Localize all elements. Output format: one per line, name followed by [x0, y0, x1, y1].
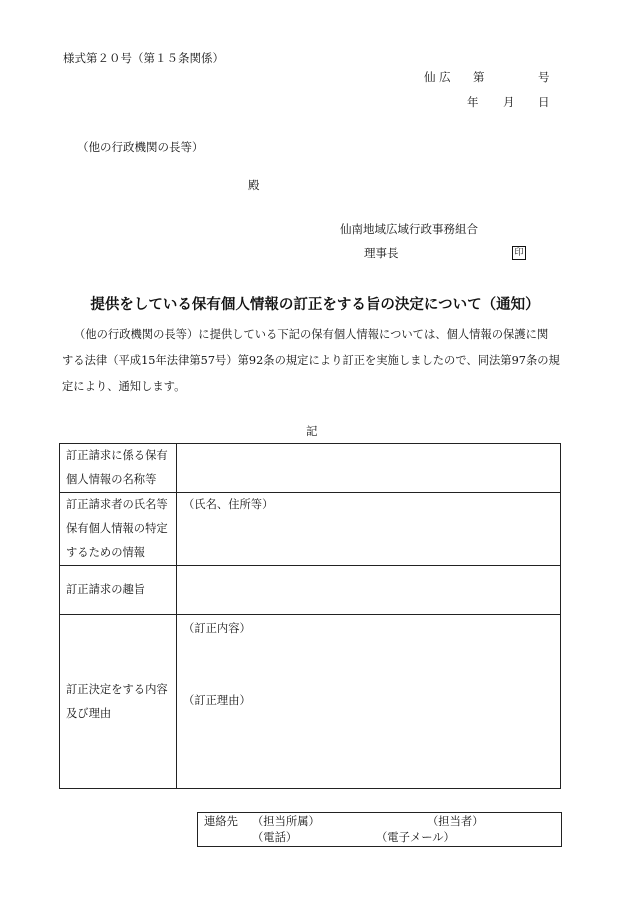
sender-organization: 仙南地域広域行政事務組合	[340, 222, 478, 236]
row2-label-line: 訂正請求者の氏名等	[66, 498, 168, 511]
seal-mark: 印	[512, 246, 526, 260]
row4-label-line: 及び理由	[66, 706, 112, 720]
form-number: 様式第２０号（第１５条関係）	[63, 51, 224, 65]
row1-label-line: 訂正請求に係る保有	[66, 449, 168, 462]
row2-value-text: （氏名、住所等）	[183, 498, 274, 511]
row4-content-label: （訂正内容）	[183, 622, 251, 635]
table-row	[60, 444, 561, 493]
contact-phone: （電話）	[252, 831, 298, 844]
table-row	[60, 566, 561, 615]
row3-label: 訂正請求の趣旨	[60, 566, 177, 615]
contact-label: 連絡先	[204, 815, 238, 828]
row3-value[interactable]	[177, 566, 561, 615]
row2-value[interactable]	[177, 493, 561, 566]
row1-label-line: 個人情報の名称等	[66, 473, 157, 486]
ki-label: 記	[306, 424, 318, 438]
doc-number-dai: 第	[473, 70, 485, 84]
doc-number-prefix: 仙 広	[424, 70, 451, 84]
table-row	[60, 615, 561, 789]
doc-number-go: 号	[538, 70, 550, 84]
row1-label	[60, 444, 177, 493]
recipient: （他の行政機関の長等）	[77, 140, 204, 154]
contact-email: （電子メール）	[376, 831, 455, 844]
row4-label	[60, 615, 177, 789]
sender-position: 理事長	[364, 246, 399, 260]
contact-dept: （担当所属）	[252, 815, 320, 828]
table-row	[60, 493, 561, 566]
body-paragraph	[62, 322, 560, 400]
contact-box	[197, 812, 562, 847]
document-title: 提供をしている保有個人情報の訂正をする旨の決定について（通知）	[90, 297, 540, 313]
row2-label	[60, 493, 177, 566]
date-day: 日	[538, 95, 550, 109]
date-year: 年	[467, 95, 479, 109]
row4-label-line: 訂正決定をする内容	[66, 682, 168, 696]
body-line: する法律（平成15年法律第57号）第92条の規定により訂正を実施しましたので、同法第97条の規	[62, 354, 560, 367]
row1-value[interactable]	[177, 444, 561, 493]
honorific: 殿	[248, 178, 260, 192]
record-table	[59, 443, 561, 789]
body-line: （他の行政機関の長等）に提供している下記の保有個人情報については、個人情報の保護に関	[74, 328, 549, 341]
body-line: 定により、通知します。	[62, 380, 186, 393]
row2-label-line: 保有個人情報の特定	[66, 522, 168, 535]
row2-label-line: するための情報	[66, 546, 146, 559]
date-month: 月	[503, 95, 515, 109]
row4-value[interactable]	[177, 615, 561, 789]
row4-reason-label: （訂正理由）	[183, 694, 251, 707]
contact-person: （担当者）	[427, 815, 484, 828]
